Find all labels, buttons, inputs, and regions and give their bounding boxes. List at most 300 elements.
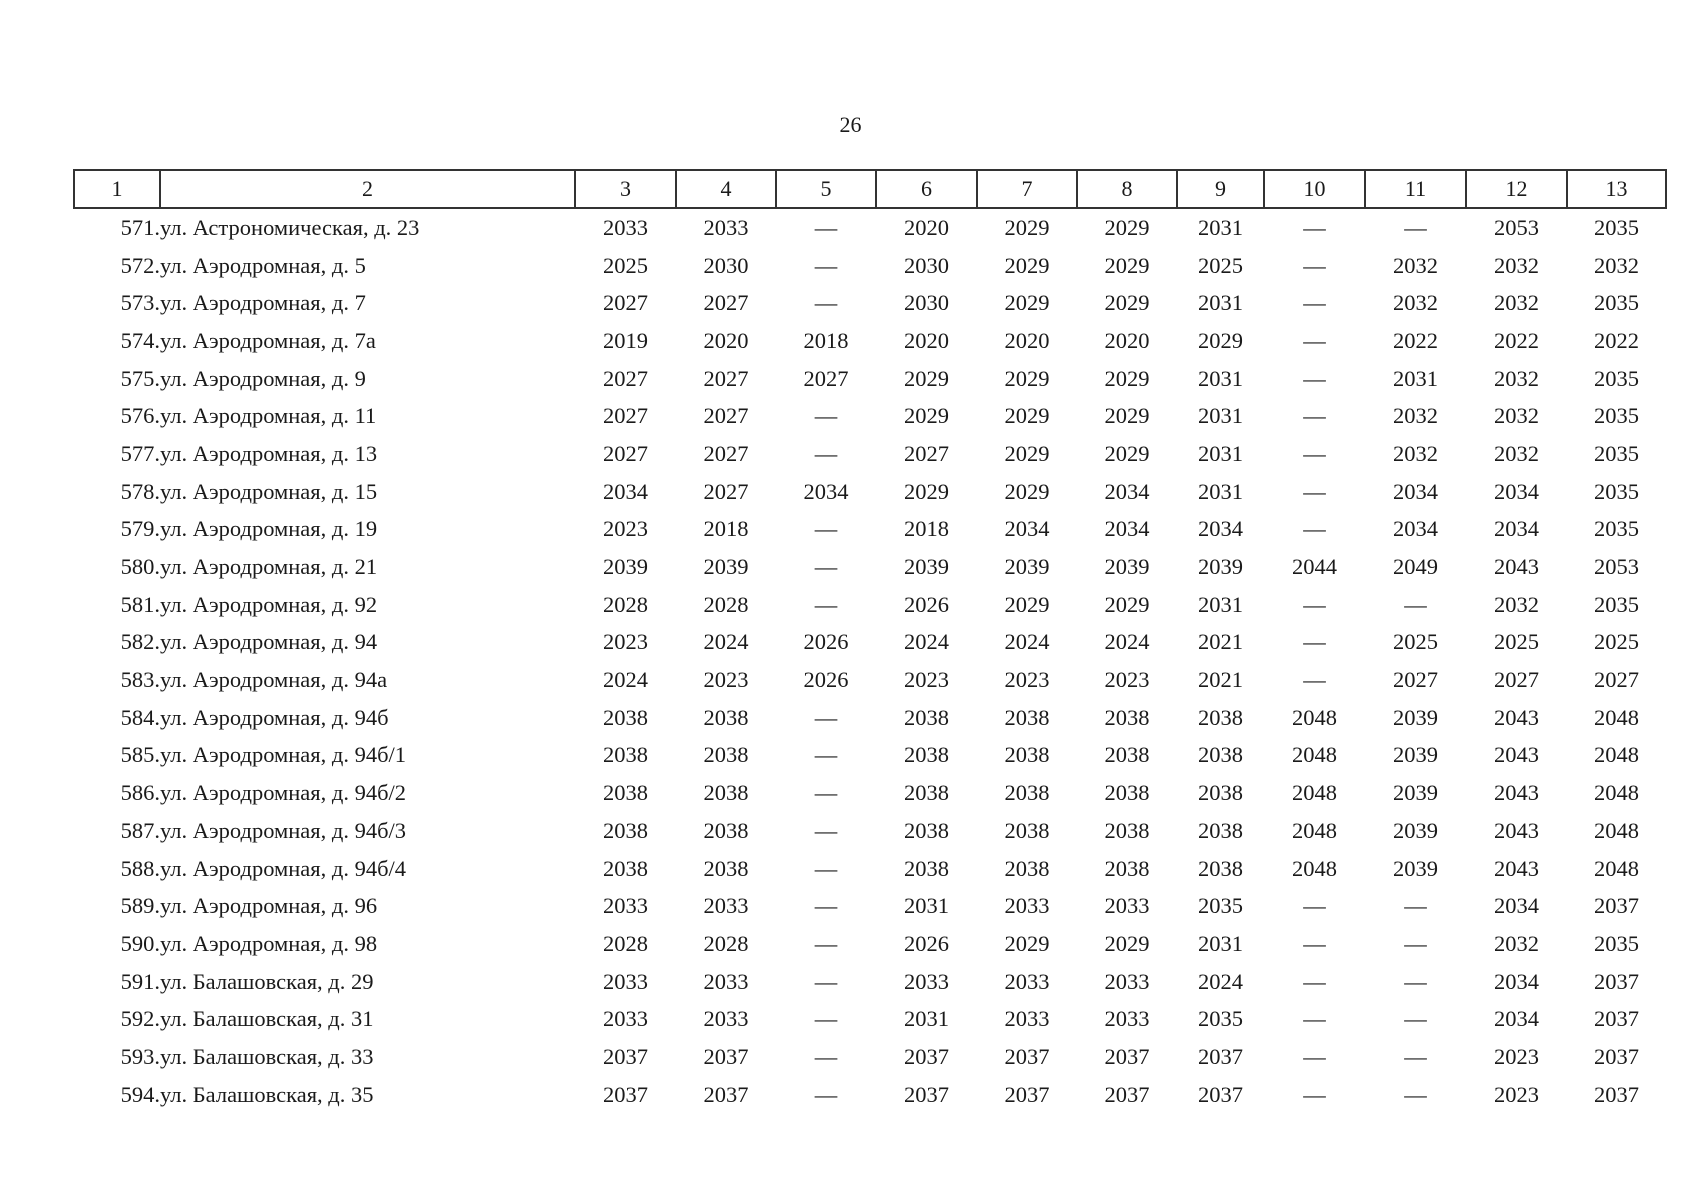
year-cell: 2029: [1004, 930, 1050, 956]
year-cell: 2027: [603, 440, 648, 466]
row-number: 593.: [120, 1043, 160, 1069]
address-cell: ул. Аэродромная, д. 13: [160, 440, 378, 466]
year-cell: 2048: [1292, 817, 1337, 843]
table-row: [74, 925, 1666, 963]
year-cell: 2023: [703, 667, 749, 693]
year-cell: 2038: [1198, 704, 1243, 730]
year-cell: 2032: [1494, 290, 1539, 316]
year-cell: 2039: [1393, 780, 1438, 806]
address-cell: ул. Аэродромная, д. 7а: [160, 327, 376, 353]
year-cell: —: [814, 855, 838, 881]
year-cell: 2029: [1104, 252, 1150, 278]
year-cell: 2034: [1198, 516, 1243, 542]
year-cell: 2020: [703, 327, 749, 353]
year-cell: 2030: [703, 252, 749, 278]
table-row: [74, 624, 1666, 662]
year-cell: 2032: [1393, 403, 1438, 429]
year-cell: 2037: [603, 1081, 648, 1107]
year-cell: —: [814, 968, 838, 994]
year-cell: —: [1303, 930, 1326, 956]
column-header: 7: [977, 170, 1077, 208]
column-header: 2: [160, 170, 575, 208]
year-cell: 2027: [603, 403, 648, 429]
year-cell: 2027: [1594, 667, 1639, 693]
year-cell: 2027: [703, 440, 749, 466]
table-row: [74, 511, 1666, 549]
year-cell: 2018: [904, 516, 949, 542]
table-row: [74, 1076, 1666, 1114]
year-cell: —: [1303, 403, 1326, 429]
year-cell: 2027: [603, 365, 648, 391]
address-cell: ул. Астрономическая, д. 23: [160, 214, 420, 240]
table-row: [74, 473, 1666, 511]
row-number: 584.: [120, 704, 160, 730]
year-cell: 2032: [1393, 440, 1438, 466]
year-cell: 2029: [904, 403, 949, 429]
year-cell: 2039: [1104, 554, 1150, 580]
year-cell: 2037: [1594, 1006, 1639, 1032]
address-cell: ул. Аэродромная, д. 96: [160, 893, 378, 919]
year-cell: 2033: [1004, 1006, 1050, 1032]
year-cell: —: [814, 893, 838, 919]
table-row: [74, 322, 1666, 360]
year-cell: 2035: [1594, 930, 1639, 956]
year-cell: 2037: [904, 1081, 949, 1107]
year-cell: 2025: [1393, 629, 1438, 655]
year-cell: 2023: [1494, 1043, 1539, 1069]
year-cell: —: [814, 403, 838, 429]
year-cell: 2048: [1594, 855, 1639, 881]
year-cell: 2033: [603, 1006, 648, 1032]
year-cell: 2024: [1198, 968, 1243, 994]
year-cell: 2026: [803, 667, 849, 693]
year-cell: 2033: [904, 968, 949, 994]
year-cell: 2027: [703, 403, 749, 429]
year-cell: 2035: [1594, 403, 1639, 429]
year-cell: 2038: [1004, 780, 1050, 806]
year-cell: 2032: [1494, 252, 1539, 278]
year-cell: 2027: [603, 290, 648, 316]
year-cell: —: [814, 704, 838, 730]
year-cell: 2031: [1198, 478, 1243, 504]
year-cell: —: [814, 1006, 838, 1032]
year-cell: 2034: [1494, 516, 1539, 542]
address-cell: ул. Аэродромная, д. 94б: [160, 704, 389, 730]
year-cell: 2024: [904, 629, 949, 655]
year-cell: 2032: [1494, 365, 1539, 391]
year-cell: —: [1303, 478, 1326, 504]
row-number: 579.: [120, 516, 160, 542]
table-row: [74, 586, 1666, 624]
year-cell: 2037: [1004, 1043, 1050, 1069]
column-header: 5: [776, 170, 876, 208]
year-cell: 2022: [1393, 327, 1438, 353]
year-cell: 2039: [1393, 704, 1438, 730]
year-cell: 2037: [603, 1043, 648, 1069]
year-cell: 2034: [1004, 516, 1050, 542]
year-cell: 2029: [1104, 403, 1150, 429]
year-cell: 2038: [1198, 817, 1243, 843]
year-cell: —: [1404, 968, 1427, 994]
year-cell: —: [814, 817, 838, 843]
year-cell: 2044: [1292, 554, 1337, 580]
year-cell: 2038: [703, 855, 749, 881]
year-cell: 2043: [1494, 817, 1539, 843]
year-cell: —: [814, 290, 838, 316]
year-cell: 2043: [1494, 704, 1539, 730]
year-cell: —: [814, 516, 838, 542]
year-cell: 2053: [1494, 214, 1539, 240]
year-cell: 2038: [904, 817, 949, 843]
year-cell: —: [1303, 968, 1326, 994]
year-cell: 2025: [1494, 629, 1539, 655]
column-header: 8: [1077, 170, 1177, 208]
year-cell: 2038: [703, 742, 749, 768]
year-cell: 2035: [1594, 214, 1639, 240]
year-cell: 2038: [1104, 704, 1150, 730]
year-cell: 2031: [904, 893, 949, 919]
column-header: 4: [676, 170, 776, 208]
address-cell: ул. Аэродромная, д. 5: [160, 252, 366, 278]
year-cell: 2029: [1104, 214, 1150, 240]
year-cell: 2038: [1004, 817, 1050, 843]
year-cell: 2031: [1198, 214, 1243, 240]
year-cell: 2049: [1393, 554, 1438, 580]
year-cell: 2038: [1104, 817, 1150, 843]
year-cell: 2029: [1104, 591, 1150, 617]
year-cell: 2034: [1104, 478, 1150, 504]
year-cell: 2031: [1198, 365, 1243, 391]
year-cell: —: [814, 214, 838, 240]
table-row: [74, 435, 1666, 473]
year-cell: 2020: [904, 327, 949, 353]
column-header: 11: [1365, 170, 1466, 208]
table-row: [74, 887, 1666, 925]
year-cell: 2038: [603, 742, 648, 768]
year-cell: 2029: [1004, 403, 1050, 429]
address-cell: ул. Аэродромная, д. 21: [160, 554, 378, 580]
year-cell: 2038: [1104, 855, 1150, 881]
year-cell: —: [1303, 214, 1326, 240]
year-cell: 2037: [1004, 1081, 1050, 1107]
year-cell: 2038: [603, 704, 648, 730]
row-number: 581.: [120, 591, 160, 617]
year-cell: 2028: [703, 930, 749, 956]
year-cell: 2035: [1594, 478, 1639, 504]
year-cell: —: [814, 252, 838, 278]
year-cell: —: [1303, 667, 1326, 693]
year-cell: 2033: [1104, 893, 1150, 919]
year-cell: 2032: [1594, 252, 1639, 278]
column-header: 12: [1466, 170, 1567, 208]
year-cell: —: [1404, 214, 1427, 240]
year-cell: 2030: [904, 290, 949, 316]
year-cell: 2033: [1004, 893, 1050, 919]
year-cell: —: [1303, 1043, 1326, 1069]
year-cell: 2029: [1004, 214, 1050, 240]
address-cell: ул. Балашовская, д. 33: [160, 1043, 374, 1069]
row-number: 578.: [120, 478, 160, 504]
year-cell: 2033: [603, 893, 648, 919]
year-cell: 2048: [1292, 855, 1337, 881]
year-cell: 2037: [1594, 1081, 1639, 1107]
address-cell: ул. Аэродромная, д. 11: [160, 403, 377, 429]
year-cell: 2035: [1594, 516, 1639, 542]
address-cell: ул. Аэродромная, д. 94: [160, 629, 378, 655]
year-cell: —: [814, 591, 838, 617]
year-cell: 2033: [603, 968, 648, 994]
year-cell: 2035: [1594, 290, 1639, 316]
year-cell: 2029: [904, 478, 949, 504]
year-cell: 2022: [1594, 327, 1639, 353]
row-number: 592.: [120, 1006, 160, 1032]
year-cell: 2048: [1594, 817, 1639, 843]
year-cell: 2037: [1104, 1081, 1150, 1107]
year-cell: 2027: [703, 365, 749, 391]
table-row: [74, 737, 1666, 775]
year-cell: 2019: [603, 327, 648, 353]
year-cell: —: [814, 742, 838, 768]
year-cell: 2039: [1004, 554, 1050, 580]
year-cell: 2028: [603, 591, 648, 617]
year-cell: —: [1303, 516, 1326, 542]
year-cell: 2034: [603, 478, 648, 504]
year-cell: 2029: [1104, 440, 1150, 466]
year-cell: 2037: [1594, 893, 1639, 919]
year-cell: —: [1404, 591, 1427, 617]
year-cell: 2029: [1004, 252, 1050, 278]
row-number: 573.: [120, 290, 160, 316]
year-cell: 2039: [904, 554, 949, 580]
year-cell: 2027: [703, 478, 749, 504]
year-cell: 2027: [904, 440, 949, 466]
year-cell: 2037: [703, 1043, 749, 1069]
table-row: [74, 247, 1666, 285]
year-cell: 2037: [1594, 1043, 1639, 1069]
row-number: 591.: [120, 968, 160, 994]
year-cell: —: [1303, 893, 1326, 919]
year-cell: 2021: [1198, 629, 1243, 655]
year-cell: —: [1404, 1043, 1427, 1069]
year-cell: 2043: [1494, 554, 1539, 580]
row-number: 580.: [120, 554, 160, 580]
address-cell: ул. Аэродромная, д. 92: [160, 591, 378, 617]
address-cell: ул. Аэродромная, д. 94б/1: [160, 742, 407, 768]
year-cell: 2038: [904, 780, 949, 806]
year-cell: 2032: [1393, 290, 1438, 316]
year-cell: 2033: [703, 968, 749, 994]
year-cell: 2032: [1494, 930, 1539, 956]
year-cell: 2035: [1594, 440, 1639, 466]
row-number: 585.: [120, 742, 160, 768]
year-cell: 2022: [1494, 327, 1539, 353]
year-cell: 2032: [1393, 252, 1438, 278]
year-cell: 2031: [1198, 290, 1243, 316]
column-header: 10: [1264, 170, 1365, 208]
page-number: 26: [839, 112, 862, 137]
year-cell: 2033: [1104, 968, 1150, 994]
year-cell: 2035: [1198, 1006, 1243, 1032]
year-cell: —: [1303, 629, 1326, 655]
year-cell: —: [1303, 1081, 1326, 1107]
year-cell: 2029: [1004, 440, 1050, 466]
year-cell: 2024: [1004, 629, 1050, 655]
year-cell: 2037: [1104, 1043, 1150, 1069]
year-cell: 2023: [1004, 667, 1050, 693]
year-cell: 2033: [703, 1006, 749, 1032]
year-cell: —: [814, 780, 838, 806]
table-row: [74, 1038, 1666, 1076]
row-number: 587.: [120, 817, 160, 843]
year-cell: 2025: [1198, 252, 1243, 278]
column-header: 9: [1177, 170, 1264, 208]
year-cell: 2038: [904, 704, 949, 730]
year-cell: 2029: [1104, 365, 1150, 391]
year-cell: 2027: [1393, 667, 1438, 693]
column-header: 13: [1567, 170, 1666, 208]
year-cell: —: [1303, 591, 1326, 617]
year-cell: 2018: [803, 327, 849, 353]
row-number: 574.: [120, 327, 160, 353]
year-cell: 2029: [1198, 327, 1243, 353]
table-row: [74, 397, 1666, 435]
year-cell: 2048: [1594, 742, 1639, 768]
year-cell: 2038: [703, 780, 749, 806]
year-cell: 2029: [1104, 290, 1150, 316]
year-cell: —: [1303, 252, 1326, 278]
year-cell: —: [1303, 327, 1326, 353]
year-cell: 2032: [1494, 440, 1539, 466]
year-cell: 2035: [1594, 365, 1639, 391]
year-cell: —: [814, 930, 838, 956]
row-number: 576.: [120, 403, 160, 429]
year-cell: 2028: [703, 591, 749, 617]
address-cell: ул. Балашовская, д. 29: [160, 968, 374, 994]
year-cell: 2043: [1494, 742, 1539, 768]
year-cell: 2018: [703, 516, 749, 542]
address-cell: ул. Аэродромная, д. 15: [160, 478, 378, 504]
year-cell: 2048: [1292, 742, 1337, 768]
data-table: [73, 169, 1667, 1114]
year-cell: 2037: [1198, 1043, 1243, 1069]
year-cell: 2037: [1594, 968, 1639, 994]
address-cell: ул. Балашовская, д. 35: [160, 1081, 374, 1107]
year-cell: 2048: [1292, 780, 1337, 806]
table-row: [74, 774, 1666, 812]
year-cell: 2048: [1594, 780, 1639, 806]
year-cell: 2038: [1198, 742, 1243, 768]
year-cell: 2023: [1494, 1081, 1539, 1107]
year-cell: 2033: [1104, 1006, 1150, 1032]
year-cell: 2035: [1594, 591, 1639, 617]
row-number: 590.: [120, 930, 160, 956]
row-number: 575.: [120, 365, 160, 391]
year-cell: 2038: [603, 855, 648, 881]
year-cell: 2031: [1198, 440, 1243, 466]
year-cell: 2028: [603, 930, 648, 956]
row-number: 582.: [120, 629, 160, 655]
row-number: 571.: [120, 214, 160, 240]
year-cell: 2026: [803, 629, 849, 655]
header-row: [74, 170, 1666, 208]
year-cell: 2032: [1494, 591, 1539, 617]
year-cell: 2038: [1198, 780, 1243, 806]
row-number: 577.: [120, 440, 160, 466]
address-cell: ул. Балашовская, д. 31: [160, 1006, 374, 1032]
year-cell: 2024: [603, 667, 648, 693]
column-header: 1: [74, 170, 160, 208]
year-cell: 2033: [603, 214, 648, 240]
year-cell: 2034: [803, 478, 849, 504]
year-cell: —: [814, 1043, 838, 1069]
table-row: [74, 812, 1666, 850]
year-cell: —: [814, 554, 838, 580]
column-header: 6: [876, 170, 977, 208]
year-cell: 2027: [803, 365, 849, 391]
year-cell: 2043: [1494, 855, 1539, 881]
table-row: [74, 284, 1666, 322]
table-row: [74, 850, 1666, 888]
year-cell: 2025: [1594, 629, 1639, 655]
year-cell: 2034: [1494, 1006, 1539, 1032]
year-cell: 2024: [703, 629, 749, 655]
year-cell: 2037: [904, 1043, 949, 1069]
year-cell: 2031: [904, 1006, 949, 1032]
year-cell: 2038: [1104, 742, 1150, 768]
year-cell: 2034: [1104, 516, 1150, 542]
year-cell: 2038: [1004, 704, 1050, 730]
year-cell: 2034: [1494, 893, 1539, 919]
year-cell: —: [1404, 1081, 1427, 1107]
year-cell: —: [1303, 440, 1326, 466]
year-cell: 2023: [603, 516, 648, 542]
address-cell: ул. Аэродромная, д. 98: [160, 930, 378, 956]
year-cell: 2038: [603, 817, 648, 843]
year-cell: —: [1404, 930, 1427, 956]
table-body: [74, 208, 1666, 1114]
year-cell: 2020: [1104, 327, 1150, 353]
year-cell: 2039: [703, 554, 749, 580]
year-cell: 2020: [1004, 327, 1050, 353]
year-cell: 2025: [603, 252, 648, 278]
year-cell: 2027: [1494, 667, 1539, 693]
year-cell: —: [1303, 290, 1326, 316]
row-number: 594.: [120, 1081, 160, 1107]
year-cell: 2035: [1198, 893, 1243, 919]
address-cell: ул. Аэродромная, д. 19: [160, 516, 378, 542]
year-cell: 2034: [1393, 516, 1438, 542]
address-cell: ул. Аэродромная, д. 9: [160, 365, 366, 391]
year-cell: 2033: [703, 893, 749, 919]
table-row: [74, 208, 1666, 247]
year-cell: 2048: [1594, 704, 1639, 730]
year-cell: 2037: [1198, 1081, 1243, 1107]
year-cell: 2038: [703, 704, 749, 730]
row-number: 589.: [120, 893, 160, 919]
year-cell: 2023: [1104, 667, 1150, 693]
year-cell: 2034: [1494, 968, 1539, 994]
table-row: [74, 963, 1666, 1001]
year-cell: —: [1303, 365, 1326, 391]
year-cell: —: [1404, 1006, 1427, 1032]
year-cell: 2021: [1198, 667, 1243, 693]
year-cell: 2038: [1198, 855, 1243, 881]
year-cell: 2032: [1494, 403, 1539, 429]
table-row: [74, 699, 1666, 737]
year-cell: 2038: [1004, 742, 1050, 768]
column-header: 3: [575, 170, 676, 208]
year-cell: 2038: [904, 742, 949, 768]
